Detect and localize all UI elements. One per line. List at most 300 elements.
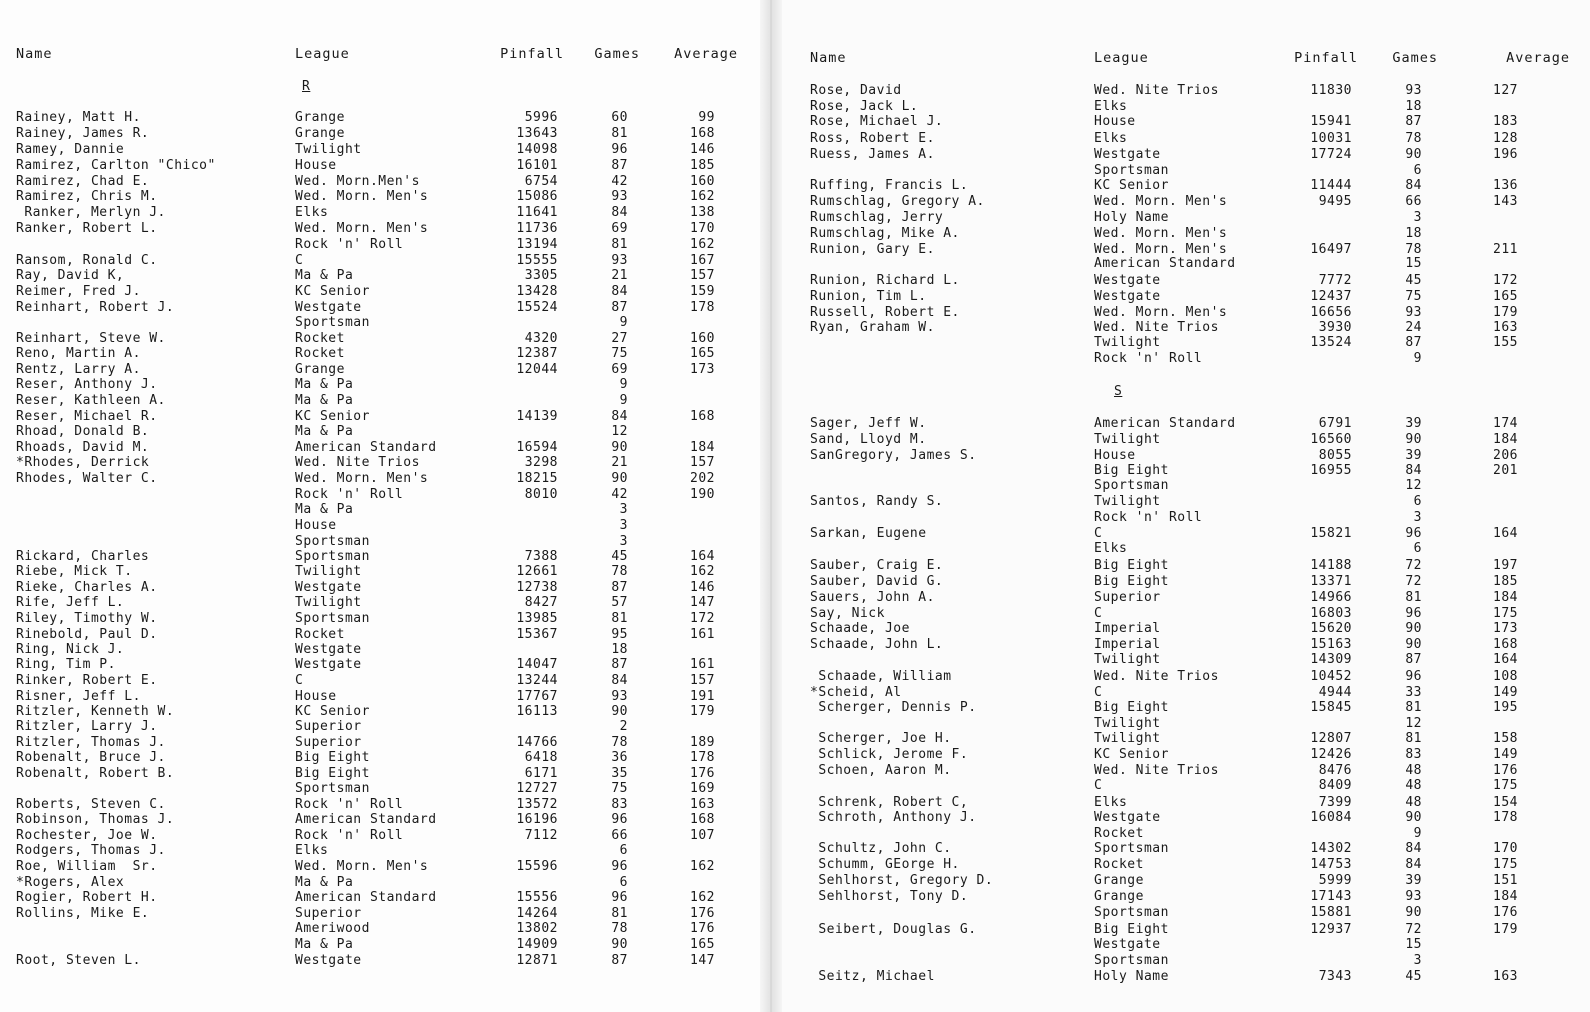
cell-league: Wed. Morn. Men's	[295, 859, 429, 874]
column-header-league: League	[295, 46, 350, 62]
cell-games: 42	[611, 174, 628, 189]
table-row	[0, 564, 760, 580]
cell-name: Sauber, Craig E.	[810, 558, 944, 573]
table-row	[0, 735, 760, 751]
cell-league: Sportsman	[295, 315, 370, 330]
cell-games: 69	[611, 221, 628, 236]
table-row	[782, 305, 1590, 321]
cell-pinfall: 16497	[1310, 242, 1352, 257]
cell-games: 18	[611, 642, 628, 657]
cell-league: American Standard	[295, 440, 437, 455]
cell-name: Risner, Jeff L.	[16, 689, 141, 704]
cell-pinfall: 15596	[516, 859, 558, 874]
cell-games: 81	[611, 611, 628, 626]
table-row	[782, 463, 1590, 479]
cell-games: 57	[611, 595, 628, 610]
cell-league: Wed. Morn. Men's	[1094, 305, 1228, 320]
cell-average: 170	[1493, 841, 1518, 856]
cell-games: 84	[611, 284, 628, 299]
cell-league: Westgate	[295, 580, 362, 595]
cell-games: 93	[611, 689, 628, 704]
cell-pinfall: 12727	[516, 781, 558, 796]
cell-league: Sportsman	[1094, 841, 1169, 856]
cell-games: 48	[1405, 778, 1422, 793]
cell-pinfall: 17724	[1310, 147, 1352, 162]
cell-pinfall: 7772	[1318, 273, 1352, 288]
cell-pinfall: 16113	[516, 704, 558, 719]
cell-league: Rock 'n' Roll	[1094, 351, 1203, 366]
cell-name: Reinhart, Steve W.	[16, 331, 166, 346]
cell-pinfall: 15845	[1310, 700, 1352, 715]
cell-pinfall: 15367	[516, 627, 558, 642]
cell-average: 176	[690, 906, 715, 921]
cell-name: Schaade, Joe	[810, 621, 910, 636]
cell-league: Westgate	[1094, 273, 1161, 288]
cell-pinfall: 14302	[1310, 841, 1352, 856]
cell-pinfall: 8010	[524, 487, 558, 502]
cell-games: 78	[611, 921, 628, 936]
cell-games: 12	[611, 424, 628, 439]
cell-league: House	[1094, 114, 1136, 129]
cell-name: Rose, Jack L.	[810, 99, 919, 114]
cell-pinfall: 18215	[516, 471, 558, 486]
table-row	[0, 221, 760, 237]
cell-league: Ma & Pa	[295, 937, 354, 952]
table-row	[782, 700, 1590, 716]
cell-league: Wed. Nite Trios	[1094, 83, 1219, 98]
table-row	[0, 237, 760, 253]
cell-name: Rinebold, Paul D.	[16, 627, 158, 642]
cell-average: 149	[1493, 685, 1518, 700]
cell-pinfall: 15556	[516, 890, 558, 905]
cell-average: 176	[1493, 763, 1518, 778]
left-page	[0, 0, 760, 1012]
cell-pinfall: 6754	[524, 174, 558, 189]
cell-league: KC Senior	[1094, 747, 1169, 762]
cell-games: 9	[619, 315, 628, 330]
cell-average: 165	[690, 937, 715, 952]
column-header-row	[0, 46, 760, 62]
cell-name: Roe, William Sr.	[16, 859, 158, 874]
cell-pinfall: 16196	[516, 812, 558, 827]
cell-games: 39	[1405, 448, 1422, 463]
cell-name: Reser, Michael R.	[16, 409, 158, 424]
cell-name: Ross, Robert E.	[810, 131, 935, 146]
cell-league: Superior	[295, 719, 362, 734]
cell-name: Ransom, Ronald C.	[16, 253, 158, 268]
table-row	[782, 795, 1590, 811]
book-gutter	[760, 0, 782, 1012]
cell-pinfall: 16594	[516, 440, 558, 455]
cell-league: C	[1094, 778, 1103, 793]
cell-average: 162	[690, 189, 715, 204]
cell-name: Robenalt, Robert B.	[16, 766, 175, 781]
cell-average: 157	[690, 455, 715, 470]
table-row	[0, 642, 760, 658]
cell-average: 206	[1493, 448, 1518, 463]
cell-average: 168	[690, 409, 715, 424]
table-row	[0, 953, 760, 969]
cell-games: 12	[1405, 478, 1422, 493]
table-row	[0, 346, 760, 362]
cell-league: C	[1094, 606, 1103, 621]
cell-games: 87	[611, 953, 628, 968]
cell-name: Schaade, John L.	[810, 637, 944, 652]
cell-games: 84	[1405, 178, 1422, 193]
cell-games: 45	[1405, 969, 1422, 984]
cell-league: Wed. Morn. Men's	[1094, 226, 1228, 241]
cell-league: Twilight	[295, 142, 362, 157]
table-row	[0, 409, 760, 425]
cell-league: Twilight	[1094, 716, 1161, 731]
cell-average: 164	[1493, 526, 1518, 541]
cell-league: Wed. Morn. Men's	[295, 471, 429, 486]
cell-name: Runion, Tim L.	[810, 289, 927, 304]
table-row	[782, 320, 1590, 336]
cell-average: 168	[1493, 637, 1518, 652]
cell-pinfall: 14047	[516, 657, 558, 672]
cell-games: 93	[611, 253, 628, 268]
cell-games: 78	[611, 735, 628, 750]
right-page	[782, 0, 1590, 1012]
cell-name: Rumschlag, Gregory A.	[810, 194, 985, 209]
cell-name: Ramirez, Chris M.	[16, 189, 158, 204]
cell-name: Schaade, William	[810, 669, 952, 684]
cell-league: Big Eight	[295, 750, 370, 765]
cell-pinfall: 13985	[516, 611, 558, 626]
section-letter	[0, 79, 760, 95]
cell-league: Grange	[295, 362, 345, 377]
cell-games: 3	[1413, 953, 1422, 968]
cell-name: Santos, Randy S.	[810, 494, 944, 509]
cell-games: 9	[619, 393, 628, 408]
table-row	[782, 969, 1590, 985]
table-row	[0, 284, 760, 300]
cell-pinfall: 3930	[1318, 320, 1352, 335]
cell-games: 69	[611, 362, 628, 377]
cell-average: 185	[690, 158, 715, 173]
cell-name: Scherger, Joe H.	[810, 731, 952, 746]
cell-name: Sauers, John A.	[810, 590, 935, 605]
cell-name: Ramirez, Chad E.	[16, 174, 150, 189]
cell-league: Ma & Pa	[295, 377, 354, 392]
cell-league: Sportsman	[295, 549, 370, 564]
cell-league: KC Senior	[1094, 178, 1169, 193]
table-row	[782, 857, 1590, 873]
table-row	[0, 440, 760, 456]
cell-games: 84	[1405, 841, 1422, 856]
cell-league: House	[295, 518, 337, 533]
cell-name: Rickard, Charles	[16, 549, 150, 564]
cell-name: Rinker, Robert E.	[16, 673, 158, 688]
cell-name: Reser, Anthony J.	[16, 377, 158, 392]
cell-average: 202	[690, 471, 715, 486]
cell-average: 168	[690, 126, 715, 141]
cell-average: 185	[1493, 574, 1518, 589]
cell-average: 99	[698, 110, 715, 125]
table-row	[782, 478, 1590, 494]
cell-name: Sarkan, Eugene	[810, 526, 927, 541]
cell-pinfall: 6418	[524, 750, 558, 765]
cell-average: 175	[1493, 778, 1518, 793]
cell-games: 3	[1413, 510, 1422, 525]
cell-pinfall: 16656	[1310, 305, 1352, 320]
cell-league: C	[295, 253, 304, 268]
table-row	[782, 541, 1590, 557]
table-row	[782, 448, 1590, 464]
cell-pinfall: 15555	[516, 253, 558, 268]
cell-games: 75	[611, 346, 628, 361]
column-header-league: League	[1094, 50, 1149, 66]
cell-games: 87	[1405, 652, 1422, 667]
cell-pinfall: 13371	[1310, 574, 1352, 589]
cell-games: 75	[1405, 289, 1422, 304]
cell-league: Elks	[1094, 99, 1128, 114]
cell-name: Reno, Martin A.	[16, 346, 141, 361]
cell-pinfall: 13802	[516, 921, 558, 936]
cell-average: 162	[690, 890, 715, 905]
cell-pinfall: 16084	[1310, 810, 1352, 825]
table-row	[782, 778, 1590, 794]
cell-pinfall: 14753	[1310, 857, 1352, 872]
cell-league: C	[1094, 685, 1103, 700]
cell-pinfall: 13244	[516, 673, 558, 688]
cell-league: Rock 'n' Roll	[1094, 510, 1203, 525]
cell-name: Ryan, Graham W.	[810, 320, 935, 335]
cell-league: Rocket	[295, 346, 345, 361]
table-row	[782, 289, 1590, 305]
section-letter-text: S	[1114, 384, 1123, 399]
cell-name: Riebe, Mick T.	[16, 564, 133, 579]
cell-league: Big Eight	[1094, 922, 1169, 937]
cell-pinfall: 17143	[1310, 889, 1352, 904]
cell-pinfall: 10031	[1310, 131, 1352, 146]
cell-league: Westgate	[1094, 810, 1161, 825]
cell-league: Wed. Nite Trios	[1094, 669, 1219, 684]
cell-league: Westgate	[1094, 937, 1161, 952]
cell-league: Twilight	[1094, 731, 1161, 746]
cell-pinfall: 13428	[516, 284, 558, 299]
cell-name: Ring, Tim P.	[16, 657, 116, 672]
cell-league: Superior	[295, 735, 362, 750]
column-header-row	[782, 50, 1590, 66]
cell-pinfall: 3298	[524, 455, 558, 470]
table-row	[0, 158, 760, 174]
cell-pinfall: 6171	[524, 766, 558, 781]
cell-average: 168	[690, 812, 715, 827]
cell-league: Twilight	[295, 564, 362, 579]
cell-pinfall: 14909	[516, 937, 558, 952]
cell-league: American Standard	[295, 890, 437, 905]
table-row	[0, 595, 760, 611]
cell-pinfall: 12044	[516, 362, 558, 377]
cell-average: 172	[1493, 273, 1518, 288]
table-row	[782, 273, 1590, 289]
table-row	[0, 627, 760, 643]
column-header-name: Name	[16, 46, 53, 62]
table-row	[0, 331, 760, 347]
cell-average: 179	[690, 704, 715, 719]
cell-average: 176	[690, 766, 715, 781]
cell-games: 96	[1405, 526, 1422, 541]
cell-average: 172	[690, 611, 715, 626]
table-row	[0, 253, 760, 269]
cell-games: 90	[611, 937, 628, 952]
cell-league: Superior	[295, 906, 362, 921]
table-row	[782, 810, 1590, 826]
cell-pinfall: 14188	[1310, 558, 1352, 573]
table-row	[782, 83, 1590, 99]
cell-league: Big Eight	[1094, 463, 1169, 478]
table-row	[782, 210, 1590, 226]
cell-average: 183	[1493, 114, 1518, 129]
cell-name: Reser, Kathleen A.	[16, 393, 166, 408]
table-row	[0, 126, 760, 142]
cell-league: Holy Name	[1094, 210, 1169, 225]
cell-pinfall: 15620	[1310, 621, 1352, 636]
table-row	[0, 549, 760, 565]
cell-games: 2	[619, 719, 628, 734]
cell-league: C	[295, 673, 304, 688]
table-row	[782, 652, 1590, 668]
cell-name: Russell, Robert E.	[810, 305, 960, 320]
cell-games: 9	[1413, 351, 1422, 366]
table-row	[782, 889, 1590, 905]
table-row	[0, 393, 760, 409]
cell-pinfall: 14264	[516, 906, 558, 921]
cell-games: 3	[1413, 210, 1422, 225]
cell-name: Rollins, Mike E.	[16, 906, 150, 921]
cell-league: Ma & Pa	[295, 502, 354, 517]
cell-pinfall: 8427	[524, 595, 558, 610]
column-header-pinfall: Pinfall	[500, 46, 564, 62]
cell-pinfall: 6791	[1318, 416, 1352, 431]
table-row	[782, 163, 1590, 179]
cell-pinfall: 8409	[1318, 778, 1352, 793]
table-row	[782, 416, 1590, 432]
cell-league: Big Eight	[295, 766, 370, 781]
cell-games: 84	[611, 673, 628, 688]
cell-pinfall: 12437	[1310, 289, 1352, 304]
cell-games: 35	[611, 766, 628, 781]
cell-name: Say, Nick	[810, 606, 885, 621]
table-row	[782, 526, 1590, 542]
cell-games: 81	[1405, 700, 1422, 715]
cell-average: 136	[1493, 178, 1518, 193]
table-row	[782, 131, 1590, 147]
cell-pinfall: 4944	[1318, 685, 1352, 700]
cell-pinfall: 5996	[524, 110, 558, 125]
cell-pinfall: 13194	[516, 237, 558, 252]
cell-pinfall: 15163	[1310, 637, 1352, 652]
cell-games: 36	[611, 750, 628, 765]
cell-average: 158	[1493, 731, 1518, 746]
cell-games: 3	[619, 502, 628, 517]
cell-games: 81	[1405, 731, 1422, 746]
cell-games: 45	[1405, 273, 1422, 288]
cell-pinfall: 8476	[1318, 763, 1352, 778]
table-row	[0, 362, 760, 378]
cell-name: *Rhodes, Derrick	[16, 455, 150, 470]
cell-average: 169	[690, 781, 715, 796]
cell-average: 163	[1493, 969, 1518, 984]
cell-name: Ramirez, Carlton "Chico"	[16, 158, 216, 173]
cell-games: 6	[1413, 163, 1422, 178]
cell-league: Rocket	[1094, 826, 1144, 841]
table-row	[0, 890, 760, 906]
cell-average: 161	[690, 657, 715, 672]
cell-games: 96	[611, 859, 628, 874]
table-row	[0, 657, 760, 673]
table-row	[782, 937, 1590, 953]
cell-pinfall: 12937	[1310, 922, 1352, 937]
cell-league: Westgate	[295, 642, 362, 657]
cell-games: 93	[1405, 83, 1422, 98]
column-header-pinfall: Pinfall	[1294, 50, 1358, 66]
cell-name: Riley, Timothy W.	[16, 611, 158, 626]
cell-league: Sportsman	[1094, 163, 1169, 178]
cell-average: 175	[1493, 857, 1518, 872]
cell-games: 6	[619, 875, 628, 890]
cell-league: Rocket	[295, 627, 345, 642]
cell-pinfall: 13524	[1310, 335, 1352, 350]
cell-games: 90	[1405, 905, 1422, 920]
cell-name: Reinhart, Robert J.	[16, 300, 175, 315]
table-row	[782, 590, 1590, 606]
cell-name: Rose, David	[810, 83, 902, 98]
column-header-average: Average	[1506, 50, 1570, 66]
cell-league: Rock 'n' Roll	[295, 797, 404, 812]
cell-name: Schrenk, Robert C,	[810, 795, 969, 810]
cell-average: 161	[690, 627, 715, 642]
cell-name: Schultz, John C.	[810, 841, 952, 856]
cell-average: 162	[690, 564, 715, 579]
cell-name: Ritzler, Kenneth W.	[16, 704, 175, 719]
cell-average: 176	[1493, 905, 1518, 920]
cell-league: Wed. Morn. Men's	[1094, 194, 1228, 209]
table-row	[0, 906, 760, 922]
cell-name: Rhodes, Walter C.	[16, 471, 158, 486]
cell-average: 165	[1493, 289, 1518, 304]
cell-average: 178	[690, 750, 715, 765]
table-row	[0, 812, 760, 828]
cell-games: 48	[1405, 795, 1422, 810]
table-row	[782, 841, 1590, 857]
cell-pinfall: 4320	[524, 331, 558, 346]
cell-name: Ranker, Robert L.	[16, 221, 158, 236]
cell-league: KC Senior	[295, 284, 370, 299]
cell-games: 90	[1405, 621, 1422, 636]
table-row	[0, 424, 760, 440]
cell-league: Big Eight	[1094, 700, 1169, 715]
cell-average: 143	[1493, 194, 1518, 209]
cell-league: Grange	[295, 126, 345, 141]
cell-games: 96	[1405, 669, 1422, 684]
cell-league: Big Eight	[1094, 574, 1169, 589]
cell-games: 81	[611, 237, 628, 252]
cell-games: 96	[611, 890, 628, 905]
cell-league: Westgate	[1094, 147, 1161, 162]
cell-league: Big Eight	[1094, 558, 1169, 573]
cell-pinfall: 7388	[524, 549, 558, 564]
cell-pinfall: 17767	[516, 689, 558, 704]
cell-league: Grange	[1094, 889, 1144, 904]
cell-league: Twilight	[1094, 335, 1161, 350]
cell-name: *Scheid, Al	[810, 685, 902, 700]
cell-games: 33	[1405, 685, 1422, 700]
table-row	[0, 377, 760, 393]
table-row	[782, 351, 1590, 367]
